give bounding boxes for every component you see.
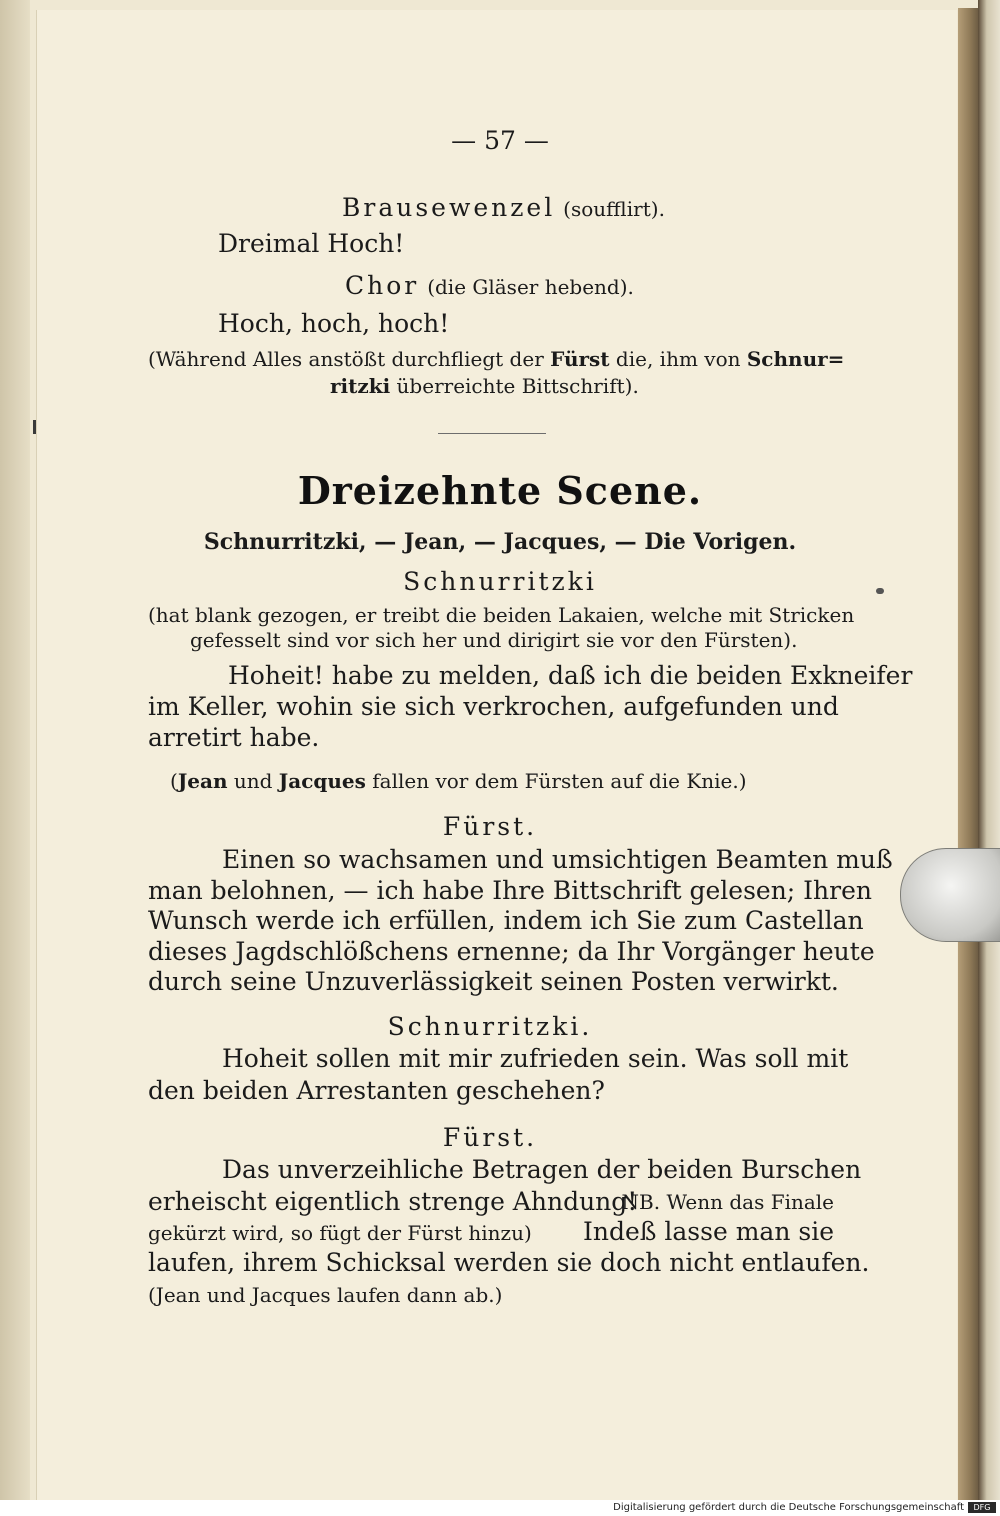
book-cover-spine: [978, 0, 1000, 1500]
dialogue-line: Hoch, hoch, hoch!: [218, 309, 450, 338]
dialogue-line: Hoheit! habe zu melden, daß ich die beiden Exkneifer: [228, 661, 913, 690]
book-gutter: [0, 0, 30, 1500]
speaker-name: [345, 271, 634, 302]
dialogue-line: man belohnen, — ich habe Ihre Bittschrift gelesen; Ihren: [148, 876, 872, 905]
scene-heading: Dreizehnte Scene.: [297, 468, 703, 513]
stage-direction: (die Gläser hebend).: [427, 275, 634, 299]
speaker-label: Brausewenzel: [342, 193, 556, 222]
speaker-name: [342, 193, 665, 224]
stage-direction-line: gefesselt sind vor sich her und dirigirt sie vor den Fürsten).: [190, 628, 798, 652]
dialogue-line: durch seine Unzuverlässigkeit seinen Posten verwirkt.: [148, 967, 839, 996]
character-name: Jacques: [278, 769, 366, 793]
character-name: Schnur=: [746, 347, 845, 371]
speaker-name: Fürst.: [442, 1123, 538, 1152]
stage-direction-line: [330, 371, 639, 401]
scan-mark: [33, 420, 36, 434]
speaker-name: Schnurritzki.: [387, 1012, 593, 1041]
stage-direction-text: (: [170, 769, 178, 793]
page-clip-tab: [900, 848, 1000, 942]
digitization-footer: [0, 1500, 1000, 1516]
stage-direction-text: und: [233, 769, 273, 793]
dialogue-line: dieses Jagdschlößchens ernenne; da Ihr Vorgänger heute: [148, 937, 875, 966]
stage-direction-text: fallen vor dem Fürsten auf die Knie.): [372, 769, 747, 793]
speaker-name: Fürst.: [442, 812, 538, 841]
dialogue-line: Hoheit sollen mit mir zufrieden sein. Was soll mit: [222, 1044, 849, 1073]
stage-direction-text: (Während Alles anstößt durchfliegt der: [148, 347, 544, 371]
dialogue-line: [148, 1187, 834, 1217]
stage-direction-text: NB. Wenn das Finale: [621, 1190, 834, 1214]
page-number: — 57 —: [451, 126, 549, 155]
stage-direction-line: (hat blank gezogen, er treibt die beiden Lakaien, welche mit Stricken: [148, 603, 855, 627]
dialogue-line: Das unverzeihliche Betragen der beiden Burschen: [222, 1155, 862, 1184]
dialogue-line: [148, 1217, 834, 1248]
dialogue-line: arretirt habe.: [148, 723, 320, 752]
funding-credit: Digitalisierung gefördert durch die Deutsche Forschungsgemeinschaft: [613, 1502, 964, 1513]
character-name: ritzki: [330, 374, 391, 398]
dfg-logo: DFG: [968, 1502, 996, 1513]
section-divider: [438, 433, 546, 434]
dialogue-line: den beiden Arrestanten geschehen?: [148, 1076, 605, 1105]
speaker-label: Chor: [345, 271, 420, 300]
stage-direction-line: [148, 344, 845, 374]
dialogue-text: erheischt eigentlich strenge Ahndung!: [148, 1187, 638, 1216]
dialogue-line: Wunsch werde ich erfüllen, indem ich Sie zum Castellan: [148, 906, 864, 935]
stage-direction-line: (Jean und Jacques laufen dann ab.): [148, 1283, 503, 1307]
book-cover-edge: [958, 8, 978, 1500]
stage-direction-text: die, ihm von: [615, 347, 741, 371]
stage-direction: (soufflirt).: [563, 197, 665, 221]
scene-cast-list: Schnurritzki, — Jean, — Jacques, — Die Vorigen.: [203, 529, 797, 555]
stage-direction-text: überreichte Bittschrift).: [396, 374, 639, 398]
character-name: Jean: [177, 769, 228, 793]
stage-direction-line: [170, 766, 747, 796]
character-name: Fürst: [550, 347, 610, 371]
dialogue-line: im Keller, wohin sie sich verkrochen, aufgefunden und: [148, 692, 839, 721]
dialogue-text: Indeß lasse man sie: [582, 1217, 834, 1246]
stage-direction-text: gekürzt wird, so fügt der Fürst hinzu): [148, 1221, 532, 1245]
dialogue-line: Dreimal Hoch!: [218, 229, 405, 258]
dialogue-line: laufen, ihrem Schicksal werden sie doch nicht entlaufen.: [148, 1248, 870, 1277]
speaker-name: Schnurritzki: [403, 567, 597, 596]
dialogue-line: Einen so wachsamen und umsichtigen Beamten muß: [222, 845, 893, 874]
